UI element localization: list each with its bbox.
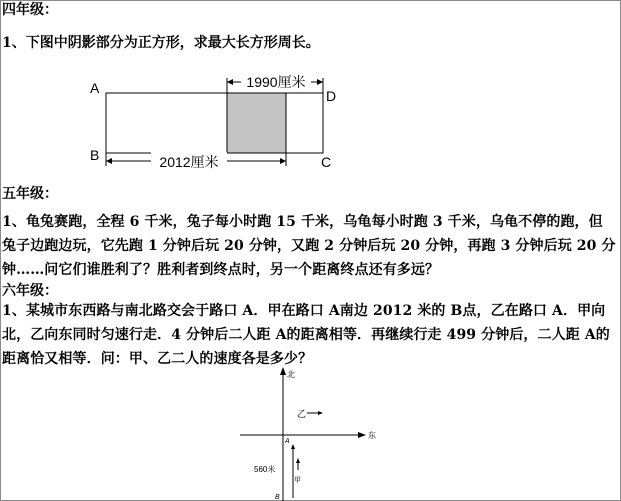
vertex-a: A — [90, 80, 100, 96]
bottom-dimension-label: 2012厘米 — [159, 154, 219, 170]
grade5-line-2: 兔子边跑边玩，它先跑 1 分钟后玩 20 分钟，又跑 2 分钟后玩 20 分钟，再跑 3 分钟后玩 20 分 — [2, 238, 616, 254]
north-label: 北 — [287, 370, 295, 379]
distance-arrow-top — [291, 444, 295, 449]
shaded-square — [227, 93, 286, 153]
grade4-heading: 四年级： — [2, 2, 58, 18]
vertex-b: B — [90, 147, 100, 163]
top-arrow-right — [317, 79, 323, 85]
point-a-label: A — [285, 438, 290, 445]
point-b-label: B — [275, 494, 280, 501]
north-arrow — [280, 367, 286, 375]
grade6-line-3: 距离恰又相等．问：甲、乙二人的速度各是多少？ — [2, 351, 313, 367]
bottom-arrow-right — [280, 158, 286, 164]
walker-yi-label: 乙 — [297, 409, 307, 419]
top-dimension-label: 1990厘米 — [246, 74, 306, 90]
vertex-d: D — [326, 88, 337, 104]
walker-jia-label: 甲 — [294, 477, 301, 484]
yi-arrow-head — [318, 411, 323, 415]
grade6-line-1: 1、某城市东西路与南北路交会于路口 A．甲在路口 A南边 2012 米的 B点，乙在路口 A．甲向 — [2, 303, 606, 319]
grade6-heading: 六年级： — [2, 283, 58, 299]
jia-arrow-head — [296, 458, 300, 463]
grade4-problem: 1、下图中阴影部分为正方形，求最大长方形周长。 — [2, 35, 320, 51]
crossroad-figure — [235, 362, 395, 501]
distance-label: 560米 — [254, 465, 276, 474]
east-label: 东 — [368, 431, 376, 440]
outer-rectangle — [106, 93, 323, 153]
grade5-line-3: 钟……问它们谁胜利了？胜利者到终点时，另一个距离终点还有多远？ — [2, 262, 440, 278]
rectangle-figure — [85, 70, 345, 175]
grade6-problem — [2, 299, 619, 371]
top-arrow-left — [227, 79, 233, 85]
bottom-arrow-left — [106, 158, 112, 164]
grade5-heading: 五年级： — [2, 186, 58, 202]
vertex-c: C — [321, 154, 332, 170]
grade5-line-1: 1、龟兔赛跑，全程 6 千米，兔子每小时跑 15 千米，乌龟每小时跑 3 千米，乌龟不停的跑，但 — [2, 214, 603, 230]
grade6-line-2: 北，乙向东同时匀速行走．4 分钟后二人距 A的距离相等．再继续行走 499 分钟后，二人距 A的 — [2, 327, 610, 343]
east-arrow — [358, 432, 366, 438]
grade5-problem — [2, 210, 619, 282]
